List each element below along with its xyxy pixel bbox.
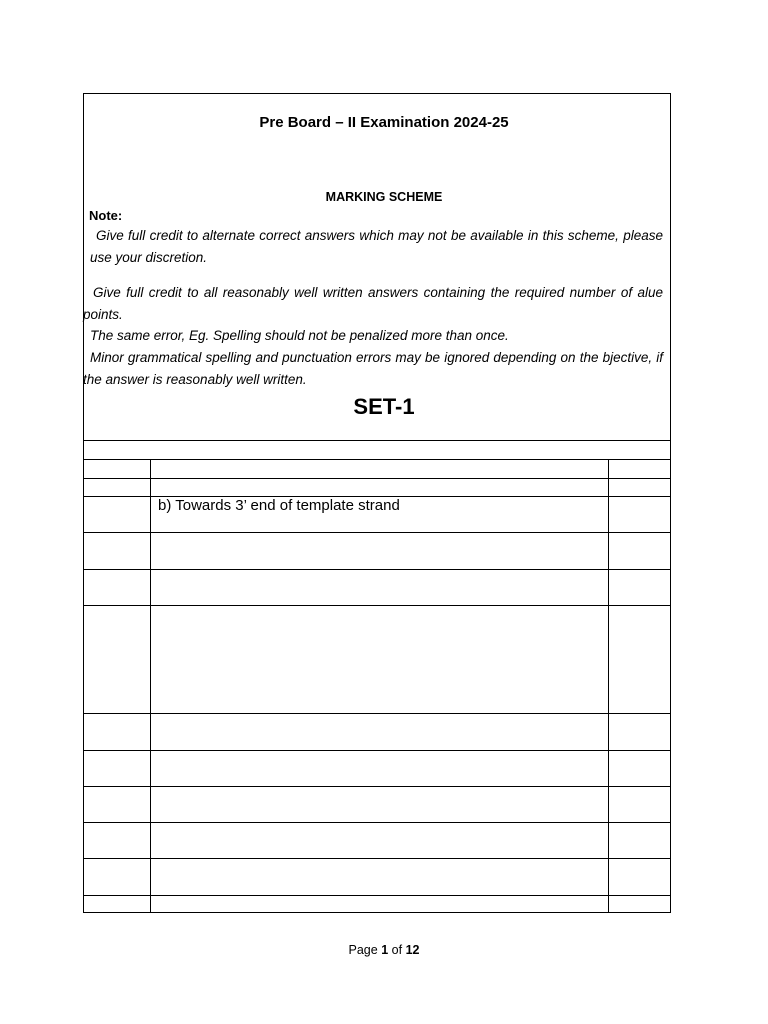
page-footer bbox=[0, 943, 768, 957]
table-rule bbox=[83, 459, 671, 460]
note-paragraph-1: Give full credit to alternate correct answers which may not be available in this scheme, please use your discretion. bbox=[90, 228, 663, 265]
column-divider-qno bbox=[150, 459, 151, 913]
set-label: SET-1 bbox=[353, 394, 415, 419]
table-rule bbox=[83, 532, 671, 533]
marking-scheme-heading: MARKING SCHEME bbox=[325, 190, 443, 204]
total-pages: 12 bbox=[405, 943, 420, 957]
answer-cell: b) Towards 3’ end of template strand bbox=[158, 497, 400, 514]
table-rule bbox=[83, 605, 671, 606]
table-rule bbox=[83, 895, 671, 896]
note-paragraph-4: Minor grammatical spelling and punctuation errors may be ignored depending on the bjective, if the answer is reasonably well written. bbox=[83, 350, 663, 387]
table-rule bbox=[83, 713, 671, 714]
exam-title: Pre Board – II Examination 2024-25 bbox=[259, 114, 509, 131]
table-rule bbox=[83, 440, 671, 441]
note-paragraph-2: Give full credit to all reasonably well written answers containing the required number of alue points. bbox=[83, 285, 663, 322]
of-word: of bbox=[391, 943, 403, 957]
column-divider-marks bbox=[608, 459, 609, 913]
table-rule bbox=[83, 478, 671, 479]
table-rule bbox=[83, 786, 671, 787]
table-rule bbox=[83, 750, 671, 751]
table-rule bbox=[83, 569, 671, 570]
note-paragraph-3: The same error, Eg. Spelling should not be penalized more than once. bbox=[90, 328, 509, 343]
note-label: Note: bbox=[89, 208, 123, 223]
page-word: Page bbox=[348, 943, 378, 957]
table-rule bbox=[83, 858, 671, 859]
current-page: 1 bbox=[381, 943, 389, 957]
table-rule bbox=[83, 822, 671, 823]
